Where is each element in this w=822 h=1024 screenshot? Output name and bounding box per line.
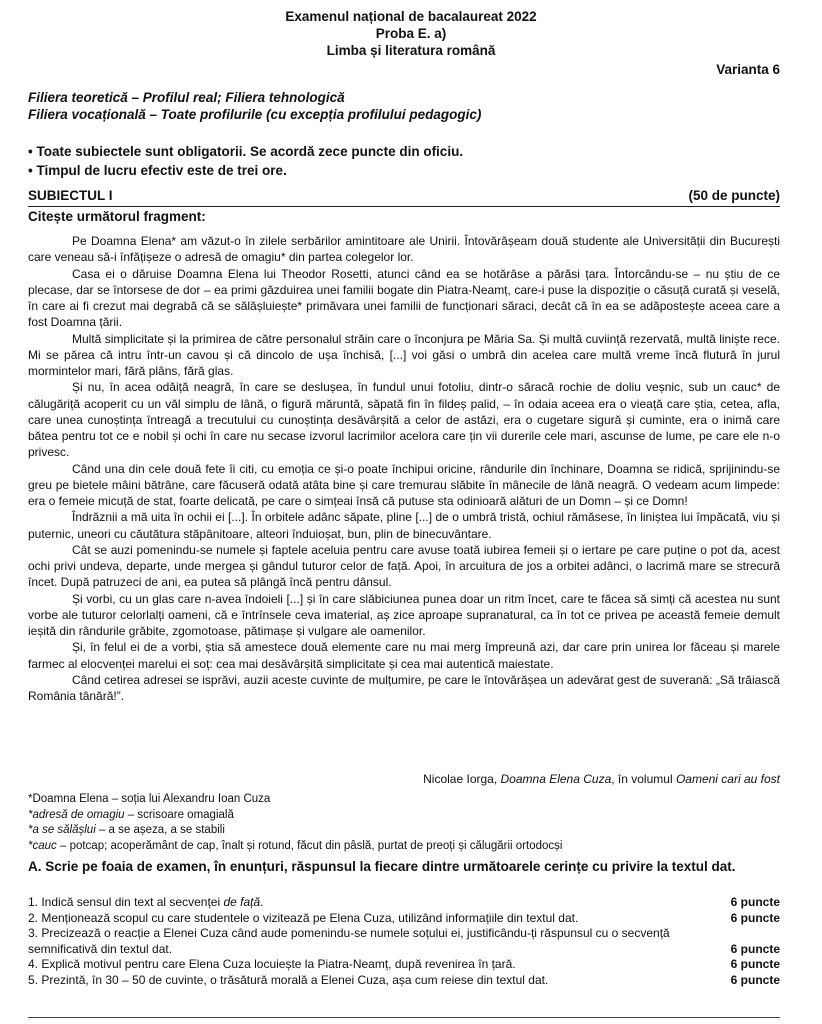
fragment-source [423,772,780,786]
general-instructions [28,142,463,180]
variant-label: Varianta 6 [716,62,780,77]
instruction-bullet: • Toate subiectele sunt obligatorii. Se acordă zece puncte din oficiu. [28,142,463,161]
task-points: 6 puncte [730,957,780,972]
task-points: 6 puncte [730,941,780,956]
task-section-heading: A. Scrie pe foaia de examen, în enunțuri, răspunsul la fiecare dintre următoarele cerințe cu privire la textul dat. [28,859,736,874]
glossary-notes [28,792,562,854]
filiera-line-1: Filiera teoretică – Profilul real; Filiera tehnologică [28,90,345,105]
task-item: 2. Menționează scopul cu care studentele o vizitează pe Elena Cuza, utilizând informațiile din textul dat. 6 puncte [28,910,780,925]
fragment-paragraph: Și nu, în acea odăiță neagră, în care se deslușea, în fundul unui fotoliu, dintr-o săracă rochie de doliu veșnic, sub un cauc* de călugăriță acoperit cu un văl simplu de lână, o figură măruntă, săpată fin în fildeș palid, – în odaia aceea era o vieață care știa, cetea, afla, care unea cunoștința întreagă a trecutului cu cunoștința desăvârșită a celor de astăzi, era o cugetare sigură și cuminte, era o inimă care bătea pentru tot ce e nobil și ochi în care nu secase izvorul lacrimilor acelora care țin vii durerile cele mari, ascunse de lume, pe care ele n-o privesc. [28,380,780,460]
fragment-paragraph: Casa ei o dăruise Doamna Elena lui Theodor Rosetti, atunci când ea se hotărâse a părăsi țara. Întorcându-se – nu știu de ce plecase, dar se întorsese de dor – ea primi găzduirea unei familii bogate din Piatra-Neamț, care-i puse la dispoziție o căsuță curată și veselă, în care ai fi crezut mai degrabă că se sălășluiește* primăvara unei familii de funcționari săraci, decât că în ea se adăpostește aceea care a fost Doamna țării. [28,266,780,330]
fragment-paragraph: Și, în felul ei de a vorbi, știa să amestece două elemente care nu mai merg împreună azi, dar care prin unirea lor făceau și marele farmec al elocvenței marelui ei soț: cea mai desăvârșită simplicitate și cea mai autentică maiestate. [28,640,780,671]
exam-title: Examenul național de bacalaureat 2022 [285,9,537,24]
subject-title: SUBIECTUL I [28,188,113,203]
source-volume: Oameni cari au fost [675,772,780,786]
fragment-paragraph: Pe Doamna Elena* am văzut-o în zilele serbărilor amintitoare ale Unirii. Întovărășeam două studente ale Universității din București care veneau să-i înfățișeze o adresă de omagiu* din partea colegelor lor. [28,234,780,265]
fragment-paragraph: Multă simplicitate și la primirea de către personalul străin care o înconjura pe Măria Sa. Și multă cuviință rezervată, multă liniște rece. Mi se părea că intru într-un cavou și că dincolo de ușa închisă, [...] voi găsi o umbră din acelea care multă vreme încă flutură în jurul mormintelor mari, fără plâns, fără glas. [28,331,780,378]
source-title: Doamna Elena Cuza [500,772,612,786]
task-item: 3. Precizează o reacție a Elenei Cuza când aude pomenindu-se numele soțului ei, justificându-ți răspunsul cu o secvență semnificativă din textul dat. 6 puncte [28,926,780,956]
task-points: 6 puncte [730,895,780,909]
subject-heading [28,188,780,207]
exam-proba: Proba E. a) [375,26,447,41]
fragment-paragraph: Îndrăznii a mă uita în ochii ei [...]. În orbitele adânc săpate, pline [...] de o umbră tristă, ochiul rămăsese, în liniștea lui împăcată, viu și puternic, uneori cu căutătura stăpânitoare, alteori înduioșat, bun, plin de binecuvântare. [28,510,780,541]
fragment-paragraph: Și vorbi, cu un glas care n-avea îndoieli [...] și în care slăbiciunea punea doar un ritm încet, care te făcea să simți că acestea nu sunt vorbe ale tuturor celorlalți oameni, că e întrînsele ceva imaterial, aș zice aproape supranatural, ca în tot ce privea pe această femeie demult ieșită din rândurile grăbite, zgomotoase, pătimașe și vulgare ale oamenilor. [28,591,780,638]
glossary-note: *Doamna Elena – soția lui Alexandru Ioan Cuza [28,793,271,805]
literary-fragment [28,233,780,704]
fragment-paragraph: Când una din cele două fete îi citi, cu emoția ce și-o poate închipui oricine, rândurile din închinare, Doamna se ridică, sprijinindu-se greu pe bietele mâini bătrâne, care făcuseră odată atâta bine și care tremurau slăbite în mânecile de lână neagră. O vedeam acum limpede: era o femeie micuță de stat, foarte delicată, pe care o simțeai însă că putuse sta odinioară alături de un Domn – și ce Domn! [28,461,780,508]
glossary-note: *cauc – potcap; acoperământ de cap, înalt și rotund, făcut din pâslă, purtat de preoți și călugării ortodocși [28,839,563,852]
fragment-paragraph: Când cetirea adresei se isprăvi, auzii aceste cuvinte de mulțumire, pe care le întovărășea un adevărat gest de suverană: „Să trăiască România tânără!”. [28,672,780,703]
filiera-line-2: Filiera vocațională – Toate profilurile (cu excepția profilului pedagogic) [28,107,482,122]
exam-subject-name: Limba și literatura română [326,43,496,58]
instruction-bullet: • Timpul de lucru efectiv este de trei ore. [28,161,463,180]
source-author: Nicolae Iorga, [423,772,498,786]
task-item: 4. Explică motivul pentru care Elena Cuza locuiește la Piatra-Neamț, după revenirea în țară. 6 puncte [28,957,780,972]
task-points: 6 puncte [730,910,780,925]
task-points: 6 puncte [730,972,780,987]
task-list [28,895,780,989]
footer-divider [28,1017,780,1018]
glossary-note: *adresă de omagiu – scrisoare omagială [28,808,234,821]
glossary-note: *a se sălășlui – a se așeza, a se stabili [28,824,225,836]
task-item: 5. Prezintă, în 30 – 50 de cuvinte, o trăsătură morală a Elenei Cuza, așa cum reiese din textul dat. 6 puncte [28,972,780,987]
fragment-paragraph: Cât se auzi pomenindu-se numele și faptele aceluia pentru care avuse toată iubirea femeii și o iertare pe care puține o pot da, acest ochi privi undeva, departe, unde mergea și gândul tuturor celor de față. Apoi, în arcuitura de jos a orbitei adânci, o lacrimă mare se strecură încet. După patruzeci de ani, ea putea să plângă încă pentru dânsul. [28,542,780,590]
task-item: 1. Indică sensul din text al secvenței de față. 6 puncte [28,895,780,909]
reading-instruction: Citește următorul fragment: [28,209,206,224]
subject-points: (50 de puncte) [688,188,780,203]
source-middle: , în volumul [611,772,673,786]
